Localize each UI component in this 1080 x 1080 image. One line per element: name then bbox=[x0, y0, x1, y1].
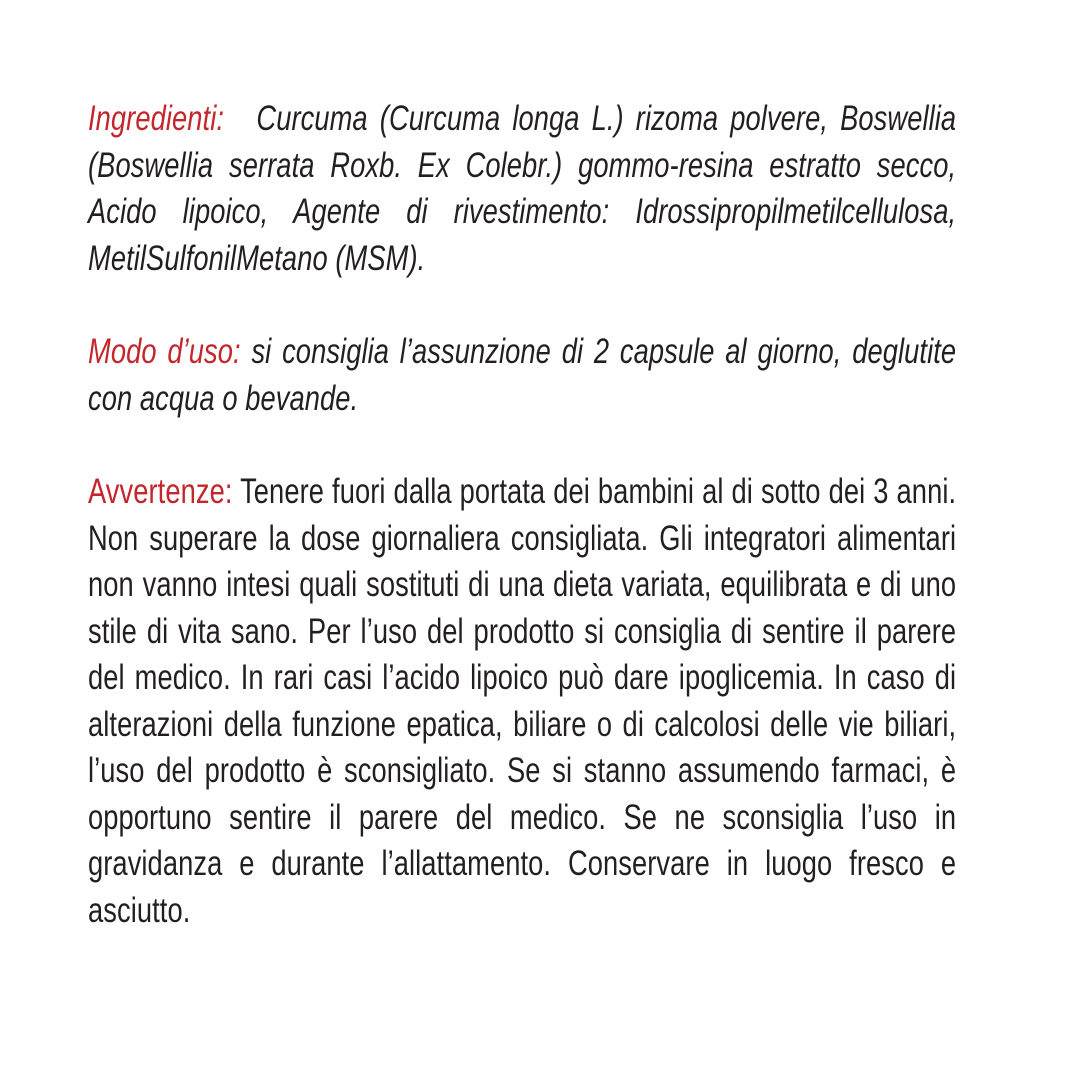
warnings-body-text: Tenere fuori dalla portata dei bambini al di sotto dei 3 anni. Non superare la dose giornaliera consigliata. Gli integratori alimentari non vanno intesi quali sostituti di una dieta variata, equilibrata e di uno stile di vita sano. Per l’uso del prodotto si consiglia di sentire il parere del medico. In rari casi l’acido lipoico può dare ipoglicemia. In caso di alterazioni della funzione epatica, biliare o di calcolosi delle vie biliari, l’uso del prodotto è sconsigliato. Se si stanno assumendo farmaci, è opportuno sentire il parere del medico. Se ne sconsiglia l’uso in gravidanza e durante l’allattamento. Conservare in luogo fresco e asciutto. bbox=[88, 472, 957, 930]
ingredients-paragraph bbox=[88, 96, 956, 282]
ingredients-section-label: Ingredienti: bbox=[88, 99, 225, 138]
warnings-section-label: Avvertenze: bbox=[88, 472, 233, 511]
ingredients-body-text: Curcuma (Curcuma longa L.) rizoma polvere, Boswellia (Boswellia serrata Roxb. Ex Colebr.) gommo-resina estratto secco, Acido lipoico, Agente di rivestimento: Idrossipropilmetilcellulosa, MetilSulfonilMetano (MSM). bbox=[88, 99, 957, 278]
warnings-paragraph bbox=[88, 469, 956, 934]
usage-section-label: Modo d’uso: bbox=[88, 332, 241, 371]
usage-paragraph bbox=[88, 329, 956, 422]
usage-body-text: si consiglia l’assunzione di 2 capsule al giorno, deglutite con acqua o bevande. bbox=[88, 332, 957, 418]
supplement-label-text-panel bbox=[88, 96, 956, 934]
